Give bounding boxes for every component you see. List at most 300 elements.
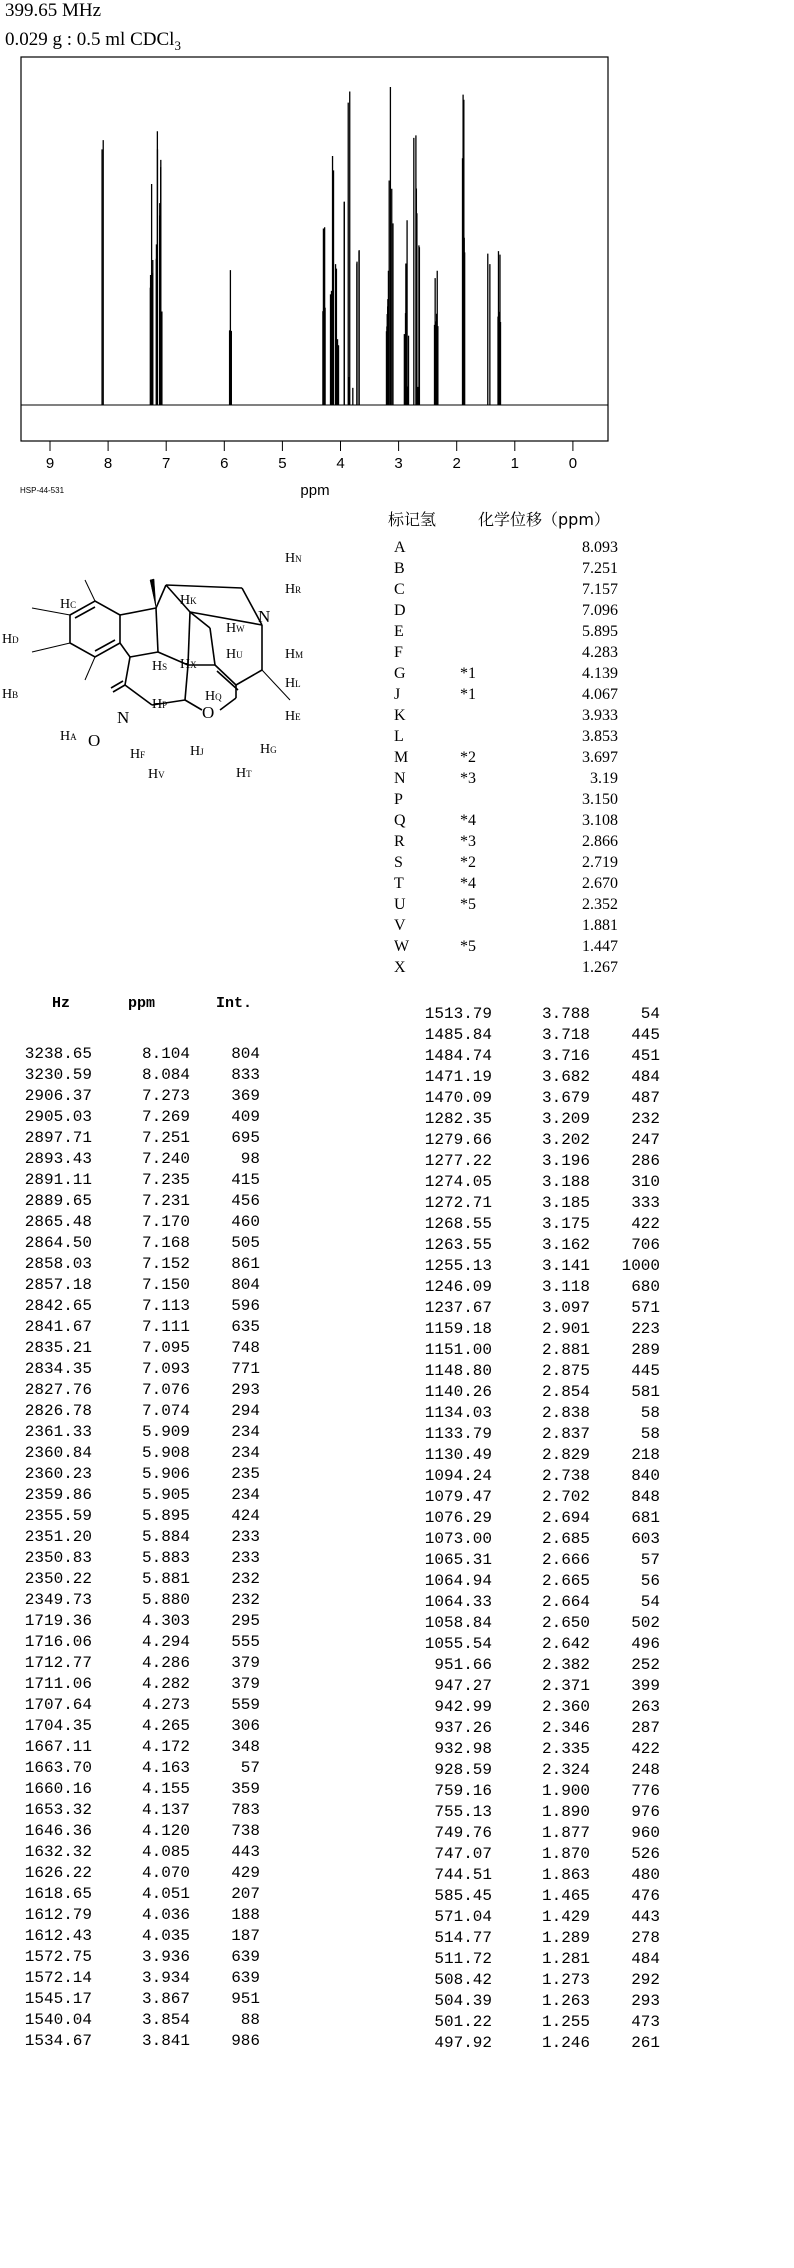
peak-ppm: 1.263 bbox=[541, 1992, 590, 2010]
svg-text:HR: HR bbox=[285, 582, 302, 597]
peak-hz: 759.16 bbox=[434, 1782, 492, 1800]
peak-int: 399 bbox=[631, 1677, 660, 1695]
peak-hz: 1663.70 bbox=[24, 1759, 92, 1777]
peak-row bbox=[20, 1549, 270, 1570]
peak-row bbox=[420, 1236, 670, 1257]
peak-row bbox=[20, 1255, 270, 1276]
peak-row bbox=[20, 1297, 270, 1318]
peak-ppm: 7.150 bbox=[141, 1276, 190, 1294]
peak-row bbox=[20, 1717, 270, 1738]
peak-hz: 2351.20 bbox=[24, 1528, 92, 1546]
assignment-row bbox=[388, 728, 628, 749]
peak-ppm: 3.162 bbox=[541, 1236, 590, 1254]
peak-ppm: 2.694 bbox=[541, 1509, 590, 1527]
assignment-shift: 8.093 bbox=[582, 539, 618, 556]
assignment-label: Q bbox=[394, 812, 406, 829]
peak-ppm: 2.702 bbox=[541, 1488, 590, 1506]
peak-hz: 2906.37 bbox=[24, 1087, 92, 1105]
peak-hz: 747.07 bbox=[434, 1845, 492, 1863]
peak-ppm: 2.901 bbox=[541, 1320, 590, 1338]
peak-row bbox=[20, 1171, 270, 1192]
assignment-row bbox=[388, 875, 628, 896]
peak-int: 429 bbox=[231, 1864, 260, 1882]
peak-int: 680 bbox=[631, 1278, 660, 1296]
peak-ppm: 3.716 bbox=[541, 1047, 590, 1065]
peak-hz: 2841.67 bbox=[24, 1318, 92, 1336]
assignment-label: S bbox=[394, 854, 403, 871]
svg-text:HE: HE bbox=[285, 709, 301, 724]
peak-row bbox=[20, 1087, 270, 1108]
peak-row bbox=[20, 1213, 270, 1234]
peak-row bbox=[20, 1486, 270, 1507]
peak-ppm: 3.097 bbox=[541, 1299, 590, 1317]
peak-row bbox=[420, 1740, 670, 1761]
peak-ppm: 1.870 bbox=[541, 1845, 590, 1863]
peak-row bbox=[20, 1969, 270, 1990]
peak-ppm: 7.168 bbox=[141, 1234, 190, 1252]
peak-ppm: 4.294 bbox=[141, 1633, 190, 1651]
peak-hz: 571.04 bbox=[434, 1908, 492, 1926]
peak-int: 98 bbox=[240, 1150, 260, 1168]
peak-int: 56 bbox=[640, 1572, 660, 1590]
peak-row bbox=[20, 1885, 270, 1906]
assignment-row bbox=[388, 686, 628, 707]
assignment-shift: 3.853 bbox=[582, 728, 618, 745]
peak-ppm: 3.202 bbox=[541, 1131, 590, 1149]
assignment-row bbox=[388, 707, 628, 728]
assignment-shift: 3.150 bbox=[582, 791, 618, 808]
svg-text:HF: HF bbox=[130, 747, 146, 762]
peak-ppm: 2.324 bbox=[541, 1761, 590, 1779]
assignment-label: V bbox=[394, 917, 406, 934]
peak-int: 480 bbox=[631, 1866, 660, 1884]
peak-hz: 2889.65 bbox=[24, 1192, 92, 1210]
peak-ppm: 2.854 bbox=[541, 1383, 590, 1401]
peak-int: 286 bbox=[631, 1152, 660, 1170]
assignment-shift: 7.096 bbox=[582, 602, 618, 619]
peak-hz: 1612.43 bbox=[24, 1927, 92, 1945]
x-tick-label: 4 bbox=[336, 455, 345, 472]
peak-ppm: 3.936 bbox=[141, 1948, 190, 1966]
peak-hz: 2355.59 bbox=[24, 1507, 92, 1525]
peak-int: 369 bbox=[231, 1087, 260, 1105]
peak-hz: 2360.23 bbox=[24, 1465, 92, 1483]
assignment-header-label: 标记氢 bbox=[388, 510, 437, 529]
peak-int: 695 bbox=[231, 1129, 260, 1147]
peak-hz: 1470.09 bbox=[424, 1089, 492, 1107]
assignment-note: *5 bbox=[460, 896, 476, 913]
peak-int: 424 bbox=[231, 1507, 260, 1525]
assignment-shift: 1.881 bbox=[582, 917, 618, 934]
peak-row bbox=[20, 1633, 270, 1654]
assignment-label: C bbox=[394, 581, 405, 598]
peak-ppm: 2.664 bbox=[541, 1593, 590, 1611]
peak-row bbox=[420, 1887, 670, 1908]
peak-ppm: 2.875 bbox=[541, 1362, 590, 1380]
peak-row bbox=[420, 1278, 670, 1299]
peak-int: 706 bbox=[631, 1236, 660, 1254]
peak-ppm: 7.273 bbox=[141, 1087, 190, 1105]
peak-hz: 1272.71 bbox=[424, 1194, 492, 1212]
peak-hz: 755.13 bbox=[434, 1803, 492, 1821]
peak-row bbox=[20, 1339, 270, 1360]
peak-row bbox=[20, 1465, 270, 1486]
peak-hz: 1471.19 bbox=[424, 1068, 492, 1086]
col-header-int: Int. bbox=[216, 995, 253, 1012]
peak-int: 484 bbox=[631, 1950, 660, 1968]
peak-row bbox=[20, 1654, 270, 1675]
peak-hz: 1653.32 bbox=[24, 1801, 92, 1819]
peak-ppm: 7.113 bbox=[141, 1297, 190, 1315]
peak-list-left bbox=[20, 1045, 280, 2065]
peak-row bbox=[20, 1843, 270, 1864]
assignment-label: U bbox=[394, 896, 406, 913]
sample-label-text: 0.029 g : 0.5 ml CDCl bbox=[5, 29, 175, 50]
peak-hz: 932.98 bbox=[434, 1740, 492, 1758]
peak-hz: 1058.84 bbox=[424, 1614, 492, 1632]
peak-hz: 2835.21 bbox=[24, 1339, 92, 1357]
peak-row bbox=[420, 1005, 670, 1026]
peak-int: 960 bbox=[631, 1824, 660, 1842]
assignment-row bbox=[388, 917, 628, 938]
peak-row bbox=[420, 1425, 670, 1446]
assignment-row bbox=[388, 665, 628, 686]
peak-row bbox=[20, 1423, 270, 1444]
peak-int: 976 bbox=[631, 1803, 660, 1821]
peak-row bbox=[420, 1698, 670, 1719]
peak-int: 496 bbox=[631, 1635, 660, 1653]
peak-hz: 2905.03 bbox=[24, 1108, 92, 1126]
peak-hz: 1065.31 bbox=[424, 1551, 492, 1569]
peak-int: 748 bbox=[231, 1339, 260, 1357]
peak-hz: 2349.73 bbox=[24, 1591, 92, 1609]
peak-ppm: 2.642 bbox=[541, 1635, 590, 1653]
peak-row bbox=[20, 1759, 270, 1780]
peak-ppm: 3.118 bbox=[541, 1278, 590, 1296]
svg-text:HP: HP bbox=[152, 697, 168, 712]
assignment-row bbox=[388, 959, 628, 980]
assignment-label: T bbox=[394, 875, 404, 892]
peak-row bbox=[20, 1591, 270, 1612]
peak-hz: 1246.09 bbox=[424, 1278, 492, 1296]
peak-hz: 3230.59 bbox=[24, 1066, 92, 1084]
assignment-shift: 3.19 bbox=[590, 770, 618, 787]
peak-row bbox=[420, 1257, 670, 1278]
peak-hz: 2858.03 bbox=[24, 1255, 92, 1273]
peak-row bbox=[20, 1234, 270, 1255]
peak-int: 635 bbox=[231, 1318, 260, 1336]
peak-row bbox=[420, 1131, 670, 1152]
peak-int: 234 bbox=[231, 1423, 260, 1441]
peak-ppm: 2.360 bbox=[541, 1698, 590, 1716]
peak-hz: 508.42 bbox=[434, 1971, 492, 1989]
peak-ppm: 8.084 bbox=[141, 1066, 190, 1084]
peak-row bbox=[420, 1404, 670, 1425]
peak-int: 289 bbox=[631, 1341, 660, 1359]
peak-int: 379 bbox=[231, 1654, 260, 1672]
assignment-note: *4 bbox=[460, 812, 476, 829]
peak-ppm: 4.303 bbox=[141, 1612, 190, 1630]
peak-int: 415 bbox=[231, 1171, 260, 1189]
peak-row bbox=[420, 1488, 670, 1509]
peak-ppm: 3.718 bbox=[541, 1026, 590, 1044]
peak-ppm: 2.666 bbox=[541, 1551, 590, 1569]
peak-ppm: 5.880 bbox=[141, 1591, 190, 1609]
svg-text:HB: HB bbox=[2, 687, 19, 702]
peak-ppm: 5.905 bbox=[141, 1486, 190, 1504]
peak-int: 218 bbox=[631, 1446, 660, 1464]
peak-list-right bbox=[420, 1005, 680, 2065]
peak-hz: 514.77 bbox=[434, 1929, 492, 1947]
assignment-label: A bbox=[394, 539, 406, 556]
peak-hz: 1540.04 bbox=[24, 2011, 92, 2029]
peak-int: 247 bbox=[631, 1131, 660, 1149]
peak-row bbox=[420, 1593, 670, 1614]
assignment-label: J bbox=[394, 686, 401, 703]
peak-ppm: 2.650 bbox=[541, 1614, 590, 1632]
peak-row bbox=[420, 1320, 670, 1341]
assignment-label: P bbox=[394, 791, 403, 808]
peak-row bbox=[20, 1822, 270, 1843]
peak-row bbox=[420, 1908, 670, 1929]
svg-text:HU: HU bbox=[226, 647, 243, 662]
peak-ppm: 7.111 bbox=[141, 1318, 190, 1336]
peak-ppm: 3.682 bbox=[541, 1068, 590, 1086]
peak-hz: 1064.33 bbox=[424, 1593, 492, 1611]
x-tick-label: 8 bbox=[103, 455, 113, 472]
peak-int: 57 bbox=[640, 1551, 660, 1569]
peak-hz: 2350.22 bbox=[24, 1570, 92, 1588]
peak-ppm: 1.273 bbox=[541, 1971, 590, 1989]
peak-int: 234 bbox=[231, 1444, 260, 1462]
assignment-label: B bbox=[394, 560, 405, 577]
assignment-note: *5 bbox=[460, 938, 476, 955]
assignment-label: D bbox=[394, 602, 406, 619]
peak-hz: 1612.79 bbox=[24, 1906, 92, 1924]
peak-hz: 1282.35 bbox=[424, 1110, 492, 1128]
peak-row bbox=[20, 2032, 270, 2053]
svg-text:HK: HK bbox=[180, 593, 197, 608]
x-tick-label: 6 bbox=[220, 455, 229, 472]
peak-int: 379 bbox=[231, 1675, 260, 1693]
peak-int: 88 bbox=[240, 2011, 260, 2029]
peak-ppm: 1.890 bbox=[541, 1803, 590, 1821]
peak-ppm: 2.382 bbox=[541, 1656, 590, 1674]
svg-text:HT: HT bbox=[236, 766, 252, 781]
peak-hz: 2834.35 bbox=[24, 1360, 92, 1378]
peak-hz: 1134.03 bbox=[424, 1404, 492, 1422]
peak-row bbox=[420, 1992, 670, 2013]
peak-hz: 1712.77 bbox=[24, 1654, 92, 1672]
peak-row bbox=[420, 1614, 670, 1635]
peak-ppm: 3.175 bbox=[541, 1215, 590, 1233]
peak-int: 234 bbox=[231, 1486, 260, 1504]
peak-ppm: 2.838 bbox=[541, 1404, 590, 1422]
peak-ppm: 2.346 bbox=[541, 1719, 590, 1737]
x-axis-label: ppm bbox=[300, 482, 330, 499]
peak-int: 840 bbox=[631, 1467, 660, 1485]
peak-hz: 749.76 bbox=[434, 1824, 492, 1842]
peak-hz: 937.26 bbox=[434, 1719, 492, 1737]
assignment-note: *1 bbox=[460, 665, 476, 682]
assignment-label: E bbox=[394, 623, 404, 640]
peak-row bbox=[420, 1026, 670, 1047]
peak-ppm: 4.035 bbox=[141, 1927, 190, 1945]
peak-ppm: 7.095 bbox=[141, 1339, 190, 1357]
peak-int: 310 bbox=[631, 1173, 660, 1191]
peak-int: 278 bbox=[631, 1929, 660, 1947]
peak-int: 333 bbox=[631, 1194, 660, 1212]
peak-row bbox=[20, 1675, 270, 1696]
peak-hz: 1513.79 bbox=[424, 1005, 492, 1023]
peak-int: 232 bbox=[231, 1591, 260, 1609]
peak-ppm: 2.837 bbox=[541, 1425, 590, 1443]
peak-row bbox=[420, 1383, 670, 1404]
peak-int: 422 bbox=[631, 1215, 660, 1233]
peak-hz: 1534.67 bbox=[24, 2032, 92, 2050]
peak-hz: 2893.43 bbox=[24, 1150, 92, 1168]
peak-int: 639 bbox=[231, 1969, 260, 1987]
atom-N2: N bbox=[258, 607, 271, 626]
x-tick-label: 1 bbox=[510, 455, 519, 472]
peak-hz: 2897.71 bbox=[24, 1129, 92, 1147]
x-tick-label: 0 bbox=[568, 455, 578, 472]
assignment-label: N bbox=[394, 770, 406, 787]
svg-text:HL: HL bbox=[285, 676, 301, 691]
assignment-shift: 4.067 bbox=[582, 686, 618, 703]
peak-hz: 1711.06 bbox=[24, 1675, 92, 1693]
peak-row bbox=[20, 1738, 270, 1759]
assignment-shift: 2.719 bbox=[582, 854, 618, 871]
peak-hz: 1130.49 bbox=[424, 1446, 492, 1464]
peak-ppm: 3.841 bbox=[141, 2032, 190, 2050]
peak-hz: 1618.65 bbox=[24, 1885, 92, 1903]
peak-int: 456 bbox=[231, 1192, 260, 1210]
x-tick-label: 2 bbox=[452, 455, 461, 472]
peak-int: 261 bbox=[631, 2034, 660, 2052]
peak-row bbox=[420, 1089, 670, 1110]
peak-hz: 1704.35 bbox=[24, 1717, 92, 1735]
peak-int: 223 bbox=[631, 1320, 660, 1338]
peak-ppm: 5.881 bbox=[141, 1570, 190, 1588]
peak-row bbox=[20, 1528, 270, 1549]
peak-int: 233 bbox=[231, 1549, 260, 1567]
peak-ppm: 3.934 bbox=[141, 1969, 190, 1987]
x-ticks bbox=[46, 441, 577, 472]
peak-int: 263 bbox=[631, 1698, 660, 1716]
sample-label-subscript: 3 bbox=[174, 37, 181, 53]
peak-hz: 1268.55 bbox=[424, 1215, 492, 1233]
assignment-shift: 3.108 bbox=[582, 812, 618, 829]
peak-ppm: 2.371 bbox=[541, 1677, 590, 1695]
peak-int: 252 bbox=[631, 1656, 660, 1674]
peak-int: 443 bbox=[631, 1908, 660, 1926]
assignment-shift: 2.670 bbox=[582, 875, 618, 892]
peak-ppm: 4.273 bbox=[141, 1696, 190, 1714]
peak-hz: 504.39 bbox=[434, 1992, 492, 2010]
peak-ppm: 4.085 bbox=[141, 1843, 190, 1861]
peak-row bbox=[420, 1215, 670, 1236]
peak-ppm: 5.906 bbox=[141, 1465, 190, 1483]
plot-frame bbox=[21, 57, 608, 441]
assignment-label: F bbox=[394, 644, 403, 661]
peak-hz: 2826.78 bbox=[24, 1402, 92, 1420]
assignment-shift: 2.352 bbox=[582, 896, 618, 913]
assignment-shift: 1.267 bbox=[582, 959, 618, 976]
peak-int: 54 bbox=[640, 1005, 660, 1023]
peak-hz: 1055.54 bbox=[424, 1635, 492, 1653]
peak-row bbox=[420, 1677, 670, 1698]
peak-ppm: 3.867 bbox=[141, 1990, 190, 2008]
svg-text:HN: HN bbox=[285, 551, 302, 566]
peak-ppm: 1.281 bbox=[541, 1950, 590, 1968]
assignment-shift: 3.933 bbox=[582, 707, 618, 724]
peak-int: 422 bbox=[631, 1740, 660, 1758]
peak-hz: 1660.16 bbox=[24, 1780, 92, 1798]
peak-hz: 1237.67 bbox=[424, 1299, 492, 1317]
svg-text:HV: HV bbox=[148, 767, 165, 782]
assignment-shift: 2.866 bbox=[582, 833, 618, 850]
peak-ppm: 3.788 bbox=[541, 1005, 590, 1023]
peak-int: 833 bbox=[231, 1066, 260, 1084]
assignment-row bbox=[388, 749, 628, 770]
peak-int: 804 bbox=[231, 1045, 260, 1063]
assignment-shift: 3.697 bbox=[582, 749, 618, 766]
peak-hz: 2865.48 bbox=[24, 1213, 92, 1231]
peak-ppm: 2.738 bbox=[541, 1467, 590, 1485]
chemical-structure bbox=[0, 540, 385, 810]
peak-row bbox=[20, 1780, 270, 1801]
assignment-shift: 4.283 bbox=[582, 644, 618, 661]
peak-int: 287 bbox=[631, 1719, 660, 1737]
peak-ppm: 7.152 bbox=[141, 1255, 190, 1273]
peak-row bbox=[420, 1572, 670, 1593]
peak-ppm: 1.246 bbox=[541, 2034, 590, 2052]
peak-hz: 928.59 bbox=[434, 1761, 492, 1779]
peak-row bbox=[20, 1108, 270, 1129]
assignment-label: X bbox=[394, 959, 406, 976]
x-tick-label: 5 bbox=[278, 455, 287, 472]
assignment-shift: 7.157 bbox=[582, 581, 618, 598]
peak-hz: 2350.83 bbox=[24, 1549, 92, 1567]
peak-ppm: 7.076 bbox=[141, 1381, 190, 1399]
svg-text:HW: HW bbox=[226, 621, 245, 636]
peak-ppm: 4.282 bbox=[141, 1675, 190, 1693]
peak-int: 476 bbox=[631, 1887, 660, 1905]
peak-row bbox=[420, 1194, 670, 1215]
peak-row bbox=[420, 1971, 670, 1992]
peak-int: 295 bbox=[231, 1612, 260, 1630]
peak-hz: 1148.80 bbox=[424, 1362, 492, 1380]
peak-hz: 1646.36 bbox=[24, 1822, 92, 1840]
svg-text:HM: HM bbox=[285, 647, 304, 662]
peak-ppm: 4.172 bbox=[141, 1738, 190, 1756]
peak-hz: 3238.65 bbox=[24, 1045, 92, 1063]
peak-row bbox=[20, 1990, 270, 2011]
peak-int: 187 bbox=[231, 1927, 260, 1945]
peak-row bbox=[420, 1446, 670, 1467]
peak-int: 232 bbox=[631, 1110, 660, 1128]
peak-ppm: 2.829 bbox=[541, 1446, 590, 1464]
peak-hz: 1545.17 bbox=[24, 1990, 92, 2008]
peak-row bbox=[420, 1362, 670, 1383]
assignment-row bbox=[388, 896, 628, 917]
assignment-row bbox=[388, 833, 628, 854]
col-header-ppm: ppm bbox=[128, 995, 156, 1012]
peak-row bbox=[20, 1507, 270, 1528]
peak-row bbox=[420, 1719, 670, 1740]
peak-int: 348 bbox=[231, 1738, 260, 1756]
